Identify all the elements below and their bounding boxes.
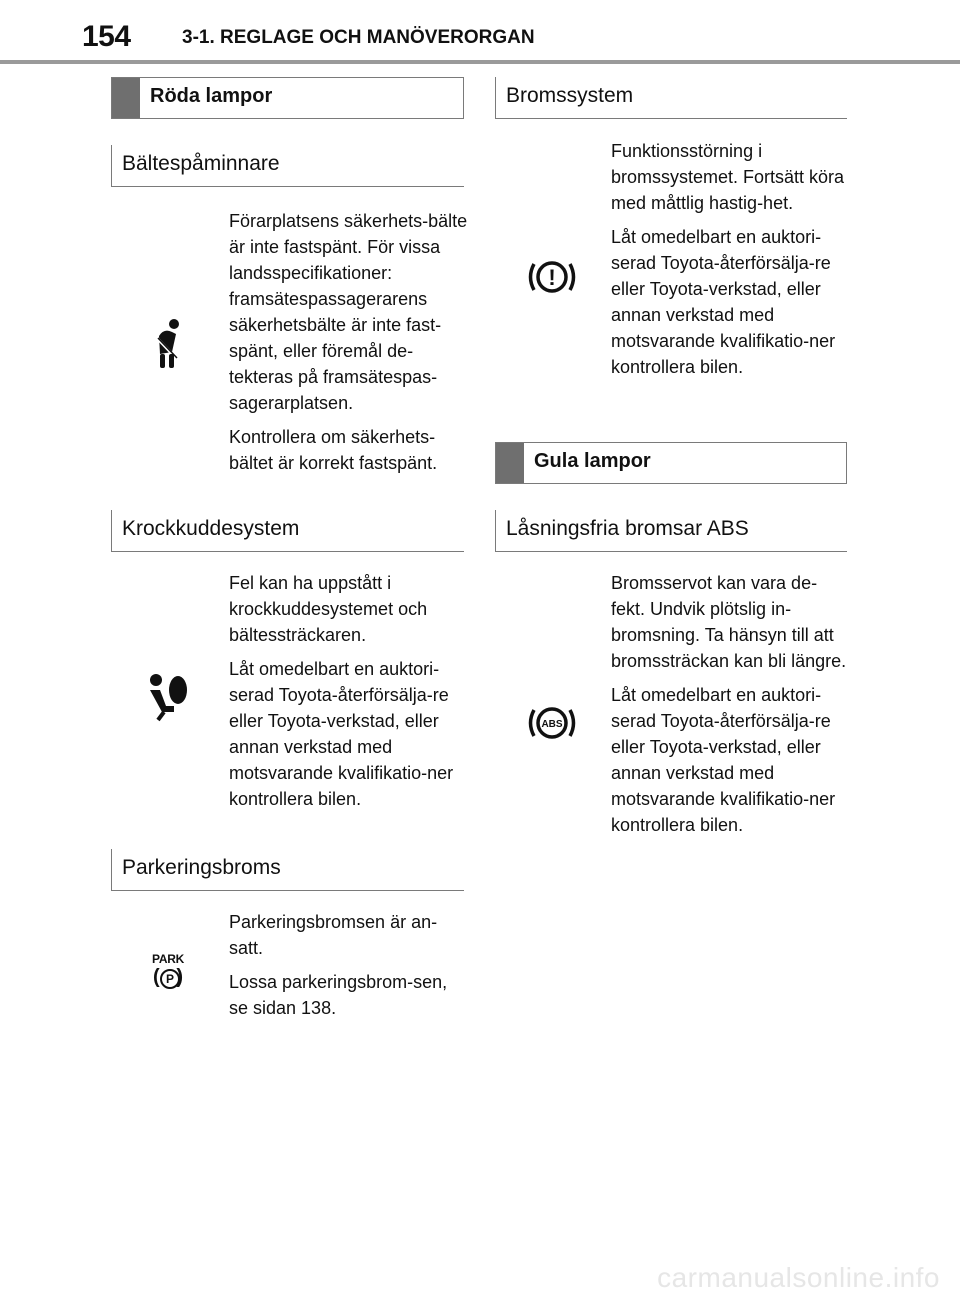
airbag-text-1: Fel kan ha uppstått i krockkuddesystemet och bältessträckaren.	[229, 573, 428, 645]
section-parking-brake-title: Parkeringsbroms	[122, 856, 281, 879]
abs-icon	[527, 702, 577, 749]
seatbelt-text-1: Förarplatsens säkerhets-bälte är inte fastspänt. För vissa landsspecifikationer: framsätespassagerarens säkerhetsbälte är inte fast-spänt, eller föremål de-tekteras på framsätespas-sagerarplatsen.	[229, 211, 468, 413]
abs-text-2: Låt omedelbart en auktori-serad Toyota-återförsälja-re eller Toyota-verkstad, eller annan verkstad med motsvarande kvalifikatio-ner kontrollera bilen.	[611, 685, 836, 835]
section-abs	[495, 510, 847, 552]
parking-brake-text-1: Parkeringsbromsen är an-satt.	[229, 912, 438, 958]
header-divider	[0, 60, 960, 64]
abs-description	[611, 570, 851, 846]
park-brake-icon-label: PARK	[152, 952, 184, 966]
chapter-title: 3-1. REGLAGE OCH MANÖVERORGAN	[182, 27, 535, 48]
category-red-lamps	[111, 77, 464, 119]
brake-system-text-2: Låt omedelbart en auktori-serad Toyota-återförsälja-re eller Toyota-verkstad, eller annan verkstad med motsvarande kvalifikatio-ner kontrollera bilen.	[611, 227, 836, 377]
parking-brake-text-2: Lossa parkeringsbrom-sen, se sidan 138.	[229, 972, 448, 1018]
seatbelt-text-2: Kontrollera om säkerhets-bältet är korrekt fastspänt.	[229, 427, 438, 473]
airbag-icon	[146, 672, 190, 727]
section-brake-system-title: Bromssystem	[506, 84, 634, 107]
abs-icon-label: ABS	[541, 719, 563, 730]
brake-system-text-1: Funktionsstörning i bromssystemet. Fortsätt köra med måttlig hastig-het.	[611, 141, 845, 213]
parking-brake-description	[229, 909, 469, 1029]
brake-system-icon-symbol: !	[548, 265, 556, 290]
park-brake-icon: PARK ( P )	[150, 952, 186, 990]
section-brake-system	[495, 77, 847, 119]
seatbelt-reminder-icon	[150, 318, 186, 375]
page-number: 154	[82, 20, 131, 53]
brake-system-icon	[527, 256, 577, 303]
section-seatbelt	[111, 145, 464, 187]
abs-text-1: Bromsservot kan vara de-fekt. Undvik plötslig in-bromsning. Ta hänsyn till att bromssträckan kan bli längre.	[611, 573, 847, 671]
brake-system-description	[611, 138, 851, 388]
section-seatbelt-title: Bältespåminnare	[122, 152, 280, 175]
airbag-text-2: Låt omedelbart en auktori-serad Toyota-återförsälja-re eller Toyota-verkstad, eller annan verkstad med motsvarande kvalifikatio-ner kontrollera bilen.	[229, 659, 454, 809]
section-airbag	[111, 510, 464, 552]
category-yellow-lamps	[495, 442, 847, 484]
category-red-lamps-label: Röda lampor	[150, 85, 273, 107]
park-brake-icon-letter: P	[160, 969, 180, 989]
section-abs-title: Låsningsfria bromsar ABS	[506, 517, 749, 540]
watermark: carmanualsonline.info	[657, 1262, 940, 1293]
section-parking-brake	[111, 849, 464, 891]
category-yellow-lamps-label: Gula lampor	[534, 450, 651, 472]
seatbelt-description	[229, 208, 469, 484]
section-airbag-title: Krockkuddesystem	[122, 517, 300, 540]
airbag-description	[229, 570, 469, 820]
